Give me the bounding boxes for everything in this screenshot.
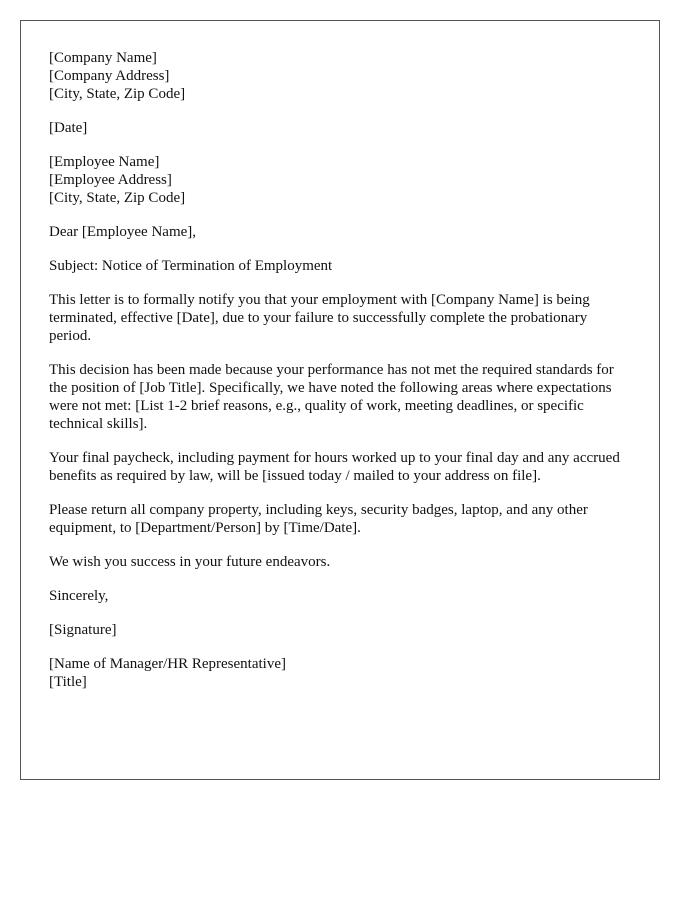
closing: Sincerely, [49,588,109,604]
recipient-address-block [49,153,631,207]
body-paragraph-final-paycheck: Your final paycheck, including payment for hours worked up to your final day and any accrued benefits as required by law, will be [issued today / mailed to your address on file]. [49,450,620,484]
signer-block [49,655,631,691]
letter-document [20,20,660,780]
sender-city-state-zip: [City, State, Zip Code] [49,86,186,102]
recipient-employee-name: [Employee Name] [49,154,160,170]
sender-company-address: [Company Address] [49,68,170,84]
signer-name: [Name of Manager/HR Representative] [49,656,286,672]
letter-date: [Date] [49,120,88,136]
recipient-city-state-zip: [City, State, Zip Code] [49,190,186,206]
recipient-employee-address: [Employee Address] [49,172,172,188]
body-paragraph-termination-notice: This letter is to formally notify you that your employment with [Company Name] is being terminated, effective [Date], due to your failure to successfully complete the probationary period. [49,292,590,344]
salutation: Dear [Employee Name], [49,224,197,240]
signer-title: [Title] [49,674,87,690]
sender-address-block [49,49,631,103]
sender-company-name: [Company Name] [49,50,157,66]
body-paragraph-reasons: This decision has been made because your performance has not met the required standards for the position of [Job Title]. Specifically, we have noted the following areas where expectations were not met: [List 1-2 brief reasons, e.g., quality of work, meeting deadlines, or specific technical skills]. [49,362,614,432]
subject-line: Subject: Notice of Termination of Employment [49,258,333,274]
signature-placeholder: [Signature] [49,622,117,638]
body-paragraph-return-property: Please return all company property, including keys, security badges, laptop, and any other equipment, to [Department/Person] by [Time/Date]. [49,502,588,536]
body-paragraph-well-wishes: We wish you success in your future endeavors. [49,554,331,570]
